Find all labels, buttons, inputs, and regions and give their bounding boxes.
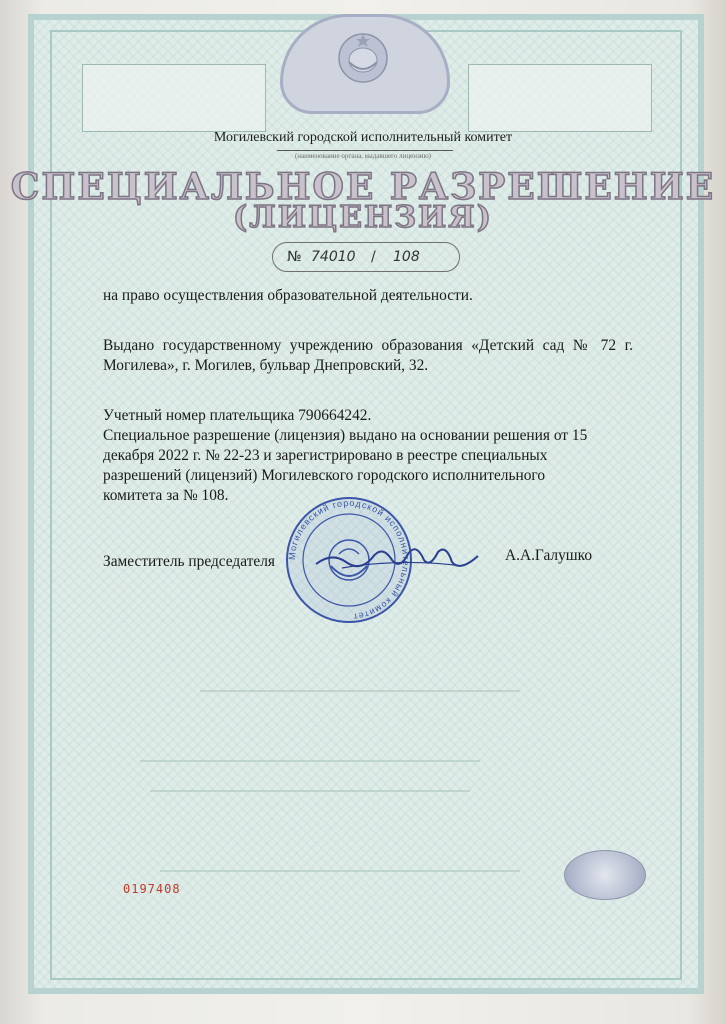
issued-to: Выдано государственному учреждению образования «Детский сад № 72 г. Могилева», г. Могилев, бульвар Днепровский, 32.	[103, 337, 633, 374]
background-pattern-line	[140, 760, 480, 762]
license-purpose: на право осуществления образовательной деятельности.	[103, 287, 473, 304]
authority-underline	[277, 150, 453, 151]
hologram-sticker	[564, 850, 646, 900]
reserved-field-right	[468, 64, 652, 132]
taxpayer-number: Учетный номер плательщика 790664242.	[103, 407, 372, 424]
signatory-position: Заместитель председателя	[103, 553, 276, 570]
issuing-authority: Могилевский городской исполнительный комитет	[213, 130, 513, 145]
document-subtitle: (ЛИЦЕНЗИЯ)	[233, 200, 493, 235]
issuance-basis: Специальное разрешение (лицензия) выдано на основании решения от 15 декабря 2022 г. № 22-23 и зарегистрировано в реестре специальных разрешений (лицензий) Могилевского городского исполнительного комитета за № 108.	[103, 427, 588, 504]
seal-text: Могилевский городской исполнительный комитет	[286, 497, 412, 622]
background-pattern-line	[200, 690, 520, 692]
license-number-suffix: 108	[393, 249, 420, 265]
state-emblem-icon	[333, 28, 393, 86]
number-sign: №	[287, 249, 302, 265]
background-pattern-line	[150, 790, 470, 792]
license-number-main: 74010	[311, 249, 356, 265]
blank-serial-number: 0197408	[123, 882, 181, 896]
background-pattern-line	[160, 870, 520, 872]
number-separator: /	[371, 249, 376, 265]
signatory-name: А.А.Галушко	[505, 547, 593, 564]
license-number	[272, 242, 460, 272]
authority-caption: (наименование органа, выдавшего лицензию)	[294, 152, 432, 160]
handwritten-signature	[312, 538, 482, 578]
reserved-field-left	[82, 64, 266, 132]
document-title: СПЕЦИАЛЬНОЕ РАЗРЕШЕНИЕ	[10, 166, 716, 208]
